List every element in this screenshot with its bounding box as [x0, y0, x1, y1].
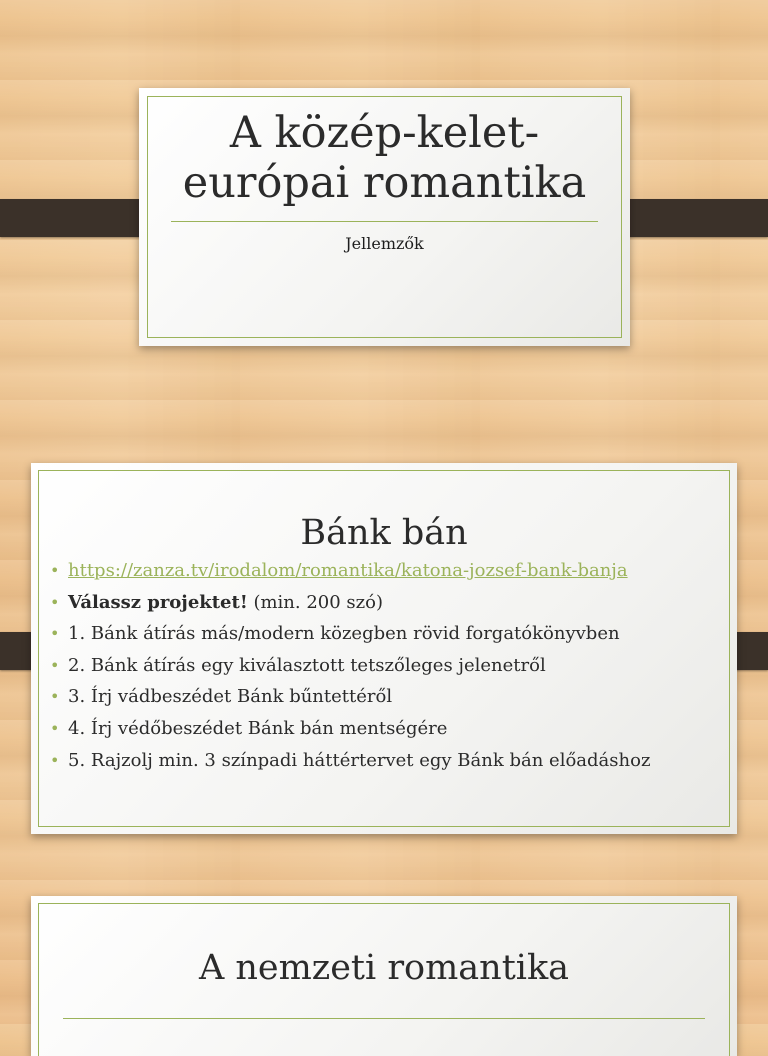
bullet-icon: •: [50, 655, 60, 675]
zanza-link[interactable]: https://zanza.tv/irodalom/romantika/katona-jozsef-bank-banja: [68, 560, 628, 581]
list-item: [50, 650, 720, 682]
bullet-icon: •: [50, 592, 60, 612]
bullet-icon: •: [50, 624, 60, 644]
list-item-link: [50, 555, 720, 587]
list-item: [50, 745, 720, 777]
bullet-icon: •: [50, 718, 60, 738]
title-divider: [171, 221, 598, 222]
bullet-icon: •: [50, 750, 60, 770]
slide-heading: Bánk bán: [300, 513, 468, 553]
list-item-text: 1. Bánk átírás más/modern közegben rövid forgatókönyvben: [68, 623, 620, 645]
slide-bank-ban[interactable]: [31, 463, 737, 834]
project-prompt: Válassz projektet!: [68, 591, 248, 613]
list-item: [50, 681, 720, 713]
list-item-project: [50, 587, 720, 619]
strap-right-1: [613, 199, 768, 237]
list-item-text: 3. Írj vádbeszédet Bánk bűntettéről: [68, 686, 393, 708]
project-word-count: (min. 200 szó): [247, 591, 383, 613]
strap-left-1: [0, 199, 155, 237]
slide-subtitle: Jellemzők: [345, 234, 424, 253]
bullet-icon: •: [50, 687, 60, 707]
list-item-text: 4. Írj védőbeszédet Bánk bán mentségére: [68, 717, 448, 739]
title-divider: [63, 1018, 705, 1019]
slide-nemzeti-romantika[interactable]: [31, 896, 737, 1056]
title-line-1: A közép-kelet-: [229, 108, 540, 158]
slide-title[interactable]: [139, 88, 630, 346]
bullet-list: [50, 555, 720, 776]
list-item-text: 2. Bánk átírás egy kiválasztott tetszőleges jelenetről: [68, 654, 546, 676]
list-item: [50, 713, 720, 745]
slide-heading: A nemzeti romantika: [198, 948, 570, 988]
list-item: [50, 618, 720, 650]
list-item-text: 5. Rajzolj min. 3 színpadi háttértervet egy Bánk bán előadáshoz: [68, 749, 651, 771]
slide-title-heading: [139, 108, 630, 208]
bullet-icon: •: [50, 561, 60, 580]
title-line-2: európai romantika: [182, 158, 587, 208]
